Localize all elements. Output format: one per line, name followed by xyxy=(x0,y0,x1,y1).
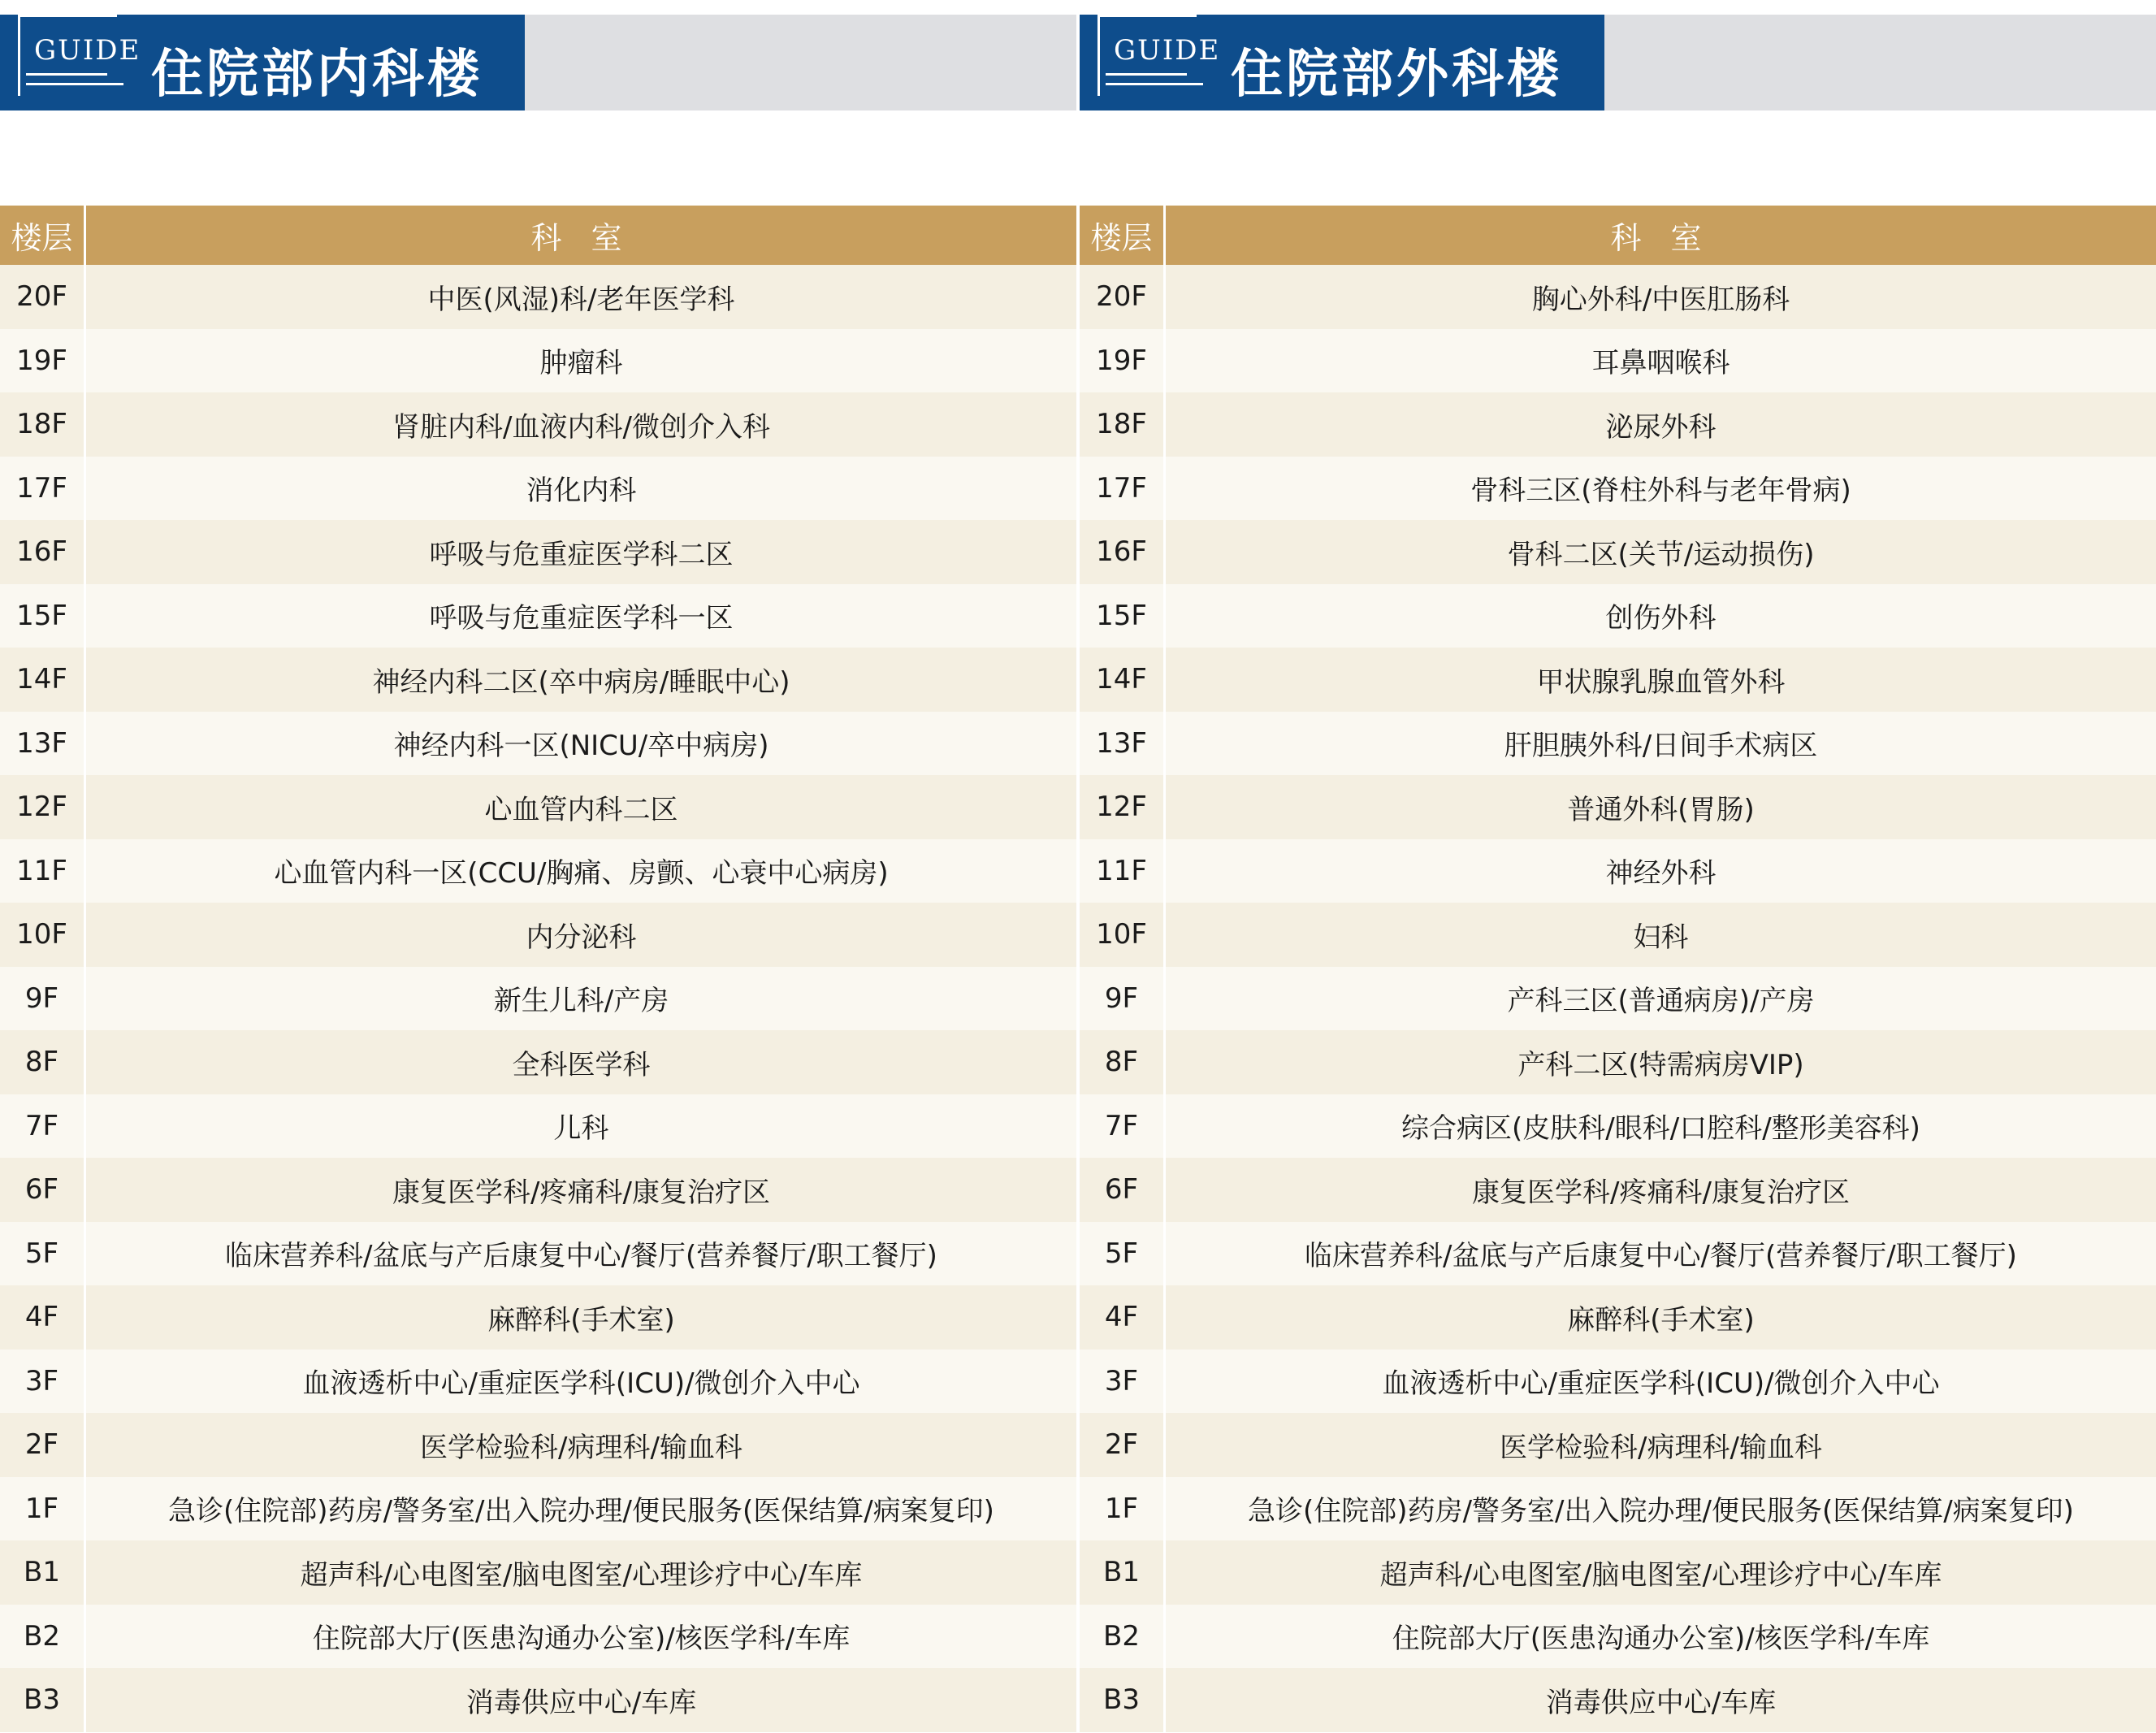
internal-medicine-panel xyxy=(0,0,1076,1733)
floor-cell: 19F xyxy=(1080,329,1166,393)
floor-cell: B3 xyxy=(0,1668,86,1732)
floor-cell: 10F xyxy=(0,903,86,967)
department-cell: 创伤外科 xyxy=(1605,602,1717,635)
floor-cell: 8F xyxy=(1080,1030,1166,1094)
guide-label: GUIDE xyxy=(1114,34,1221,67)
table-row xyxy=(0,1030,1076,1094)
floor-cell: 11F xyxy=(1080,839,1166,903)
department-cell: 肝胆胰外科/日间手术病区 xyxy=(1504,730,1818,763)
table-row xyxy=(1080,775,2156,839)
floor-cell: 17F xyxy=(1080,457,1166,521)
floor-cell: 14F xyxy=(0,648,86,712)
floor-cell: 6F xyxy=(0,1158,86,1222)
floor-cell: 3F xyxy=(0,1350,86,1414)
table-row xyxy=(0,329,1076,393)
department-cell: 急诊(住院部)药房/警务室/出入院办理/便民服务(医保结算/病案复印) xyxy=(168,1495,994,1528)
table-row xyxy=(1080,1285,2156,1350)
department-cell: 产科三区(普通病房)/产房 xyxy=(1507,985,1815,1018)
department-cell: 普通外科(胃肠) xyxy=(1567,793,1755,826)
floor-cell: 1F xyxy=(0,1477,86,1541)
floor-cell: 16F xyxy=(1080,520,1166,584)
table-row xyxy=(1080,1030,2156,1094)
floor-cell: 19F xyxy=(0,329,86,393)
department-cell: 甲状腺乳腺血管外科 xyxy=(1536,665,1786,699)
table-row xyxy=(1080,1094,2156,1159)
department-cell: 急诊(住院部)药房/警务室/出入院办理/便民服务(医保结算/病案复印) xyxy=(1248,1495,2074,1528)
department-cell: 神经内科二区(卒中病房/睡眠中心) xyxy=(372,665,790,699)
column-header-floor: 楼层 xyxy=(0,206,86,265)
floor-cell: 16F xyxy=(0,520,86,584)
floor-cell: 13F xyxy=(0,712,86,776)
floor-cell: 8F xyxy=(0,1030,86,1094)
floor-cell: 15F xyxy=(0,584,86,648)
table-row xyxy=(1080,1413,2156,1477)
floor-cell: 10F xyxy=(1080,903,1166,967)
guide-label: GUIDE xyxy=(34,34,141,67)
table-row xyxy=(0,392,1076,457)
department-cell: 消毒供应中心/车库 xyxy=(465,1686,697,1719)
department-cell: 麻醉科(手术室) xyxy=(1567,1303,1755,1337)
table-row xyxy=(0,457,1076,521)
table-row xyxy=(1080,392,2156,457)
floor-cell: 2F xyxy=(1080,1413,1166,1477)
table-row xyxy=(1080,1158,2156,1222)
table-row xyxy=(0,1158,1076,1222)
floor-cell: 18F xyxy=(0,392,86,457)
table-row xyxy=(0,1605,1076,1669)
floor-cell: 6F xyxy=(1080,1158,1166,1222)
floor-directory-table xyxy=(1080,206,2156,1732)
table-row xyxy=(1080,457,2156,521)
floor-cell: B1 xyxy=(1080,1540,1166,1605)
header-title-block xyxy=(1080,15,1604,110)
table-row xyxy=(1080,1540,2156,1605)
department-cell: 新生儿科/产房 xyxy=(493,985,669,1018)
table-row xyxy=(1080,712,2156,776)
floor-cell: 3F xyxy=(1080,1350,1166,1414)
department-cell: 心血管内科一区(CCU/胸痛、房颤、心衰中心病房) xyxy=(274,857,889,890)
floor-cell: 15F xyxy=(1080,584,1166,648)
table-row xyxy=(0,648,1076,712)
table-row xyxy=(1080,1605,2156,1669)
header-title-block xyxy=(0,15,525,110)
table-row xyxy=(0,1668,1076,1732)
table-row xyxy=(1080,967,2156,1031)
floor-cell: 13F xyxy=(1080,712,1166,776)
floor-cell: 20F xyxy=(0,265,86,329)
floor-cell: 9F xyxy=(0,967,86,1031)
department-cell: 麻醉科(手术室) xyxy=(487,1303,675,1337)
department-cell: 住院部大厅(医患沟通办公室)/核医学科/车库 xyxy=(312,1623,851,1656)
department-cell: 临床营养科/盆底与产后康复中心/餐厅(营养餐厅/职工餐厅) xyxy=(1305,1240,2017,1273)
table-row xyxy=(1080,584,2156,648)
table-row xyxy=(0,1413,1076,1477)
table-row xyxy=(0,967,1076,1031)
department-cell: 临床营养科/盆底与产后康复中心/餐厅(营养餐厅/职工餐厅) xyxy=(225,1240,937,1273)
department-cell: 超声科/心电图室/脑电图室/心理诊疗中心/车库 xyxy=(1379,1558,1942,1592)
floor-cell: 2F xyxy=(0,1413,86,1477)
table-row xyxy=(0,520,1076,584)
floor-cell: 18F xyxy=(1080,392,1166,457)
table-row xyxy=(0,712,1076,776)
department-cell: 康复医学科/疼痛科/康复治疗区 xyxy=(392,1176,770,1209)
table-row xyxy=(1080,903,2156,967)
floor-cell: 4F xyxy=(1080,1285,1166,1350)
department-cell: 耳鼻咽喉科 xyxy=(1591,347,1730,380)
table-header-row xyxy=(1080,206,2156,265)
department-cell: 内分泌科 xyxy=(526,921,637,954)
department-cell: 血液透析中心/重症医学科(ICU)/微创介入中心 xyxy=(1382,1367,1940,1401)
department-cell: 肿瘤科 xyxy=(539,347,623,380)
department-cell: 住院部大厅(医患沟通办公室)/核医学科/车库 xyxy=(1392,1623,1930,1656)
table-row xyxy=(0,1540,1076,1605)
table-row xyxy=(1080,520,2156,584)
table-row xyxy=(0,775,1076,839)
table-row xyxy=(0,1222,1076,1286)
floor-cell: 1F xyxy=(1080,1477,1166,1541)
column-header-floor: 楼层 xyxy=(1080,206,1166,265)
floor-cell: 4F xyxy=(0,1285,86,1350)
floor-cell: 20F xyxy=(1080,265,1166,329)
surgery-panel xyxy=(1080,0,2156,1733)
department-cell: 综合病区(皮肤科/眼科/口腔科/整形美容科) xyxy=(1401,1112,1920,1146)
table-row xyxy=(1080,1350,2156,1414)
department-cell: 康复医学科/疼痛科/康复治疗区 xyxy=(1472,1176,1850,1209)
department-cell: 泌尿外科 xyxy=(1605,410,1717,444)
floor-cell: 7F xyxy=(0,1094,86,1159)
floor-cell: 12F xyxy=(1080,775,1166,839)
column-header-department: 科 室 xyxy=(1610,220,1712,256)
department-cell: 胸心外科/中医肛肠科 xyxy=(1531,283,1790,316)
guide-logo xyxy=(18,15,141,96)
floor-cell: 9F xyxy=(1080,967,1166,1031)
table-row xyxy=(1080,648,2156,712)
floor-cell: 7F xyxy=(1080,1094,1166,1159)
floor-cell: 17F xyxy=(0,457,86,521)
page-title: 住院部内科楼 xyxy=(151,45,483,105)
table-row xyxy=(1080,839,2156,903)
table-row xyxy=(0,1094,1076,1159)
department-cell: 呼吸与危重症医学科一区 xyxy=(429,602,734,635)
floor-cell: 11F xyxy=(0,839,86,903)
floor-cell: B2 xyxy=(1080,1605,1166,1669)
department-cell: 医学检验科/病理科/输血科 xyxy=(1500,1431,1822,1464)
department-cell: 儿科 xyxy=(553,1112,609,1146)
department-cell: 产科二区(特需病房VIP) xyxy=(1517,1048,1804,1081)
department-cell: 血液透析中心/重症医学科(ICU)/微创介入中心 xyxy=(302,1367,860,1401)
floor-cell: 5F xyxy=(0,1222,86,1286)
department-cell: 全科医学科 xyxy=(512,1048,651,1081)
floor-cell: B1 xyxy=(0,1540,86,1605)
guide-logo xyxy=(1097,15,1221,96)
department-cell: 医学检验科/病理科/输血科 xyxy=(420,1431,742,1464)
floor-directory-table xyxy=(0,206,1076,1732)
floor-cell: B2 xyxy=(0,1605,86,1669)
table-row xyxy=(1080,1668,2156,1732)
department-cell: 骨科三区(脊柱外科与老年骨病) xyxy=(1470,474,1851,508)
department-cell: 妇科 xyxy=(1633,921,1689,954)
table-row xyxy=(1080,265,2156,329)
department-cell: 消毒供应中心/车库 xyxy=(1545,1686,1777,1719)
table-row xyxy=(0,1477,1076,1541)
table-row xyxy=(1080,1477,2156,1541)
floor-cell: 5F xyxy=(1080,1222,1166,1286)
floor-cell: 14F xyxy=(1080,648,1166,712)
department-cell: 肾脏内科/血液内科/微创介入科 xyxy=(392,410,770,444)
column-header-department: 科 室 xyxy=(530,220,632,256)
department-cell: 神经外科 xyxy=(1605,857,1717,890)
department-cell: 骨科二区(关节/运动损伤) xyxy=(1507,538,1815,571)
department-cell: 呼吸与危重症医学科二区 xyxy=(429,538,734,571)
table-header-row xyxy=(0,206,1076,265)
department-cell: 超声科/心电图室/脑电图室/心理诊疗中心/车库 xyxy=(300,1558,863,1592)
department-cell: 心血管内科二区 xyxy=(484,793,678,826)
page-title: 住院部外科楼 xyxy=(1231,45,1562,105)
floor-cell: 12F xyxy=(0,775,86,839)
department-cell: 消化内科 xyxy=(526,474,637,508)
table-row xyxy=(0,265,1076,329)
department-cell: 神经内科一区(NICU/卒中病房) xyxy=(393,730,769,763)
table-row xyxy=(0,584,1076,648)
table-row xyxy=(1080,329,2156,393)
floor-cell: B3 xyxy=(1080,1668,1166,1732)
table-row xyxy=(1080,1222,2156,1286)
department-cell: 中医(风湿)科/老年医学科 xyxy=(427,283,735,316)
table-row xyxy=(0,1350,1076,1414)
table-row xyxy=(0,839,1076,903)
table-row xyxy=(0,903,1076,967)
table-row xyxy=(0,1285,1076,1350)
